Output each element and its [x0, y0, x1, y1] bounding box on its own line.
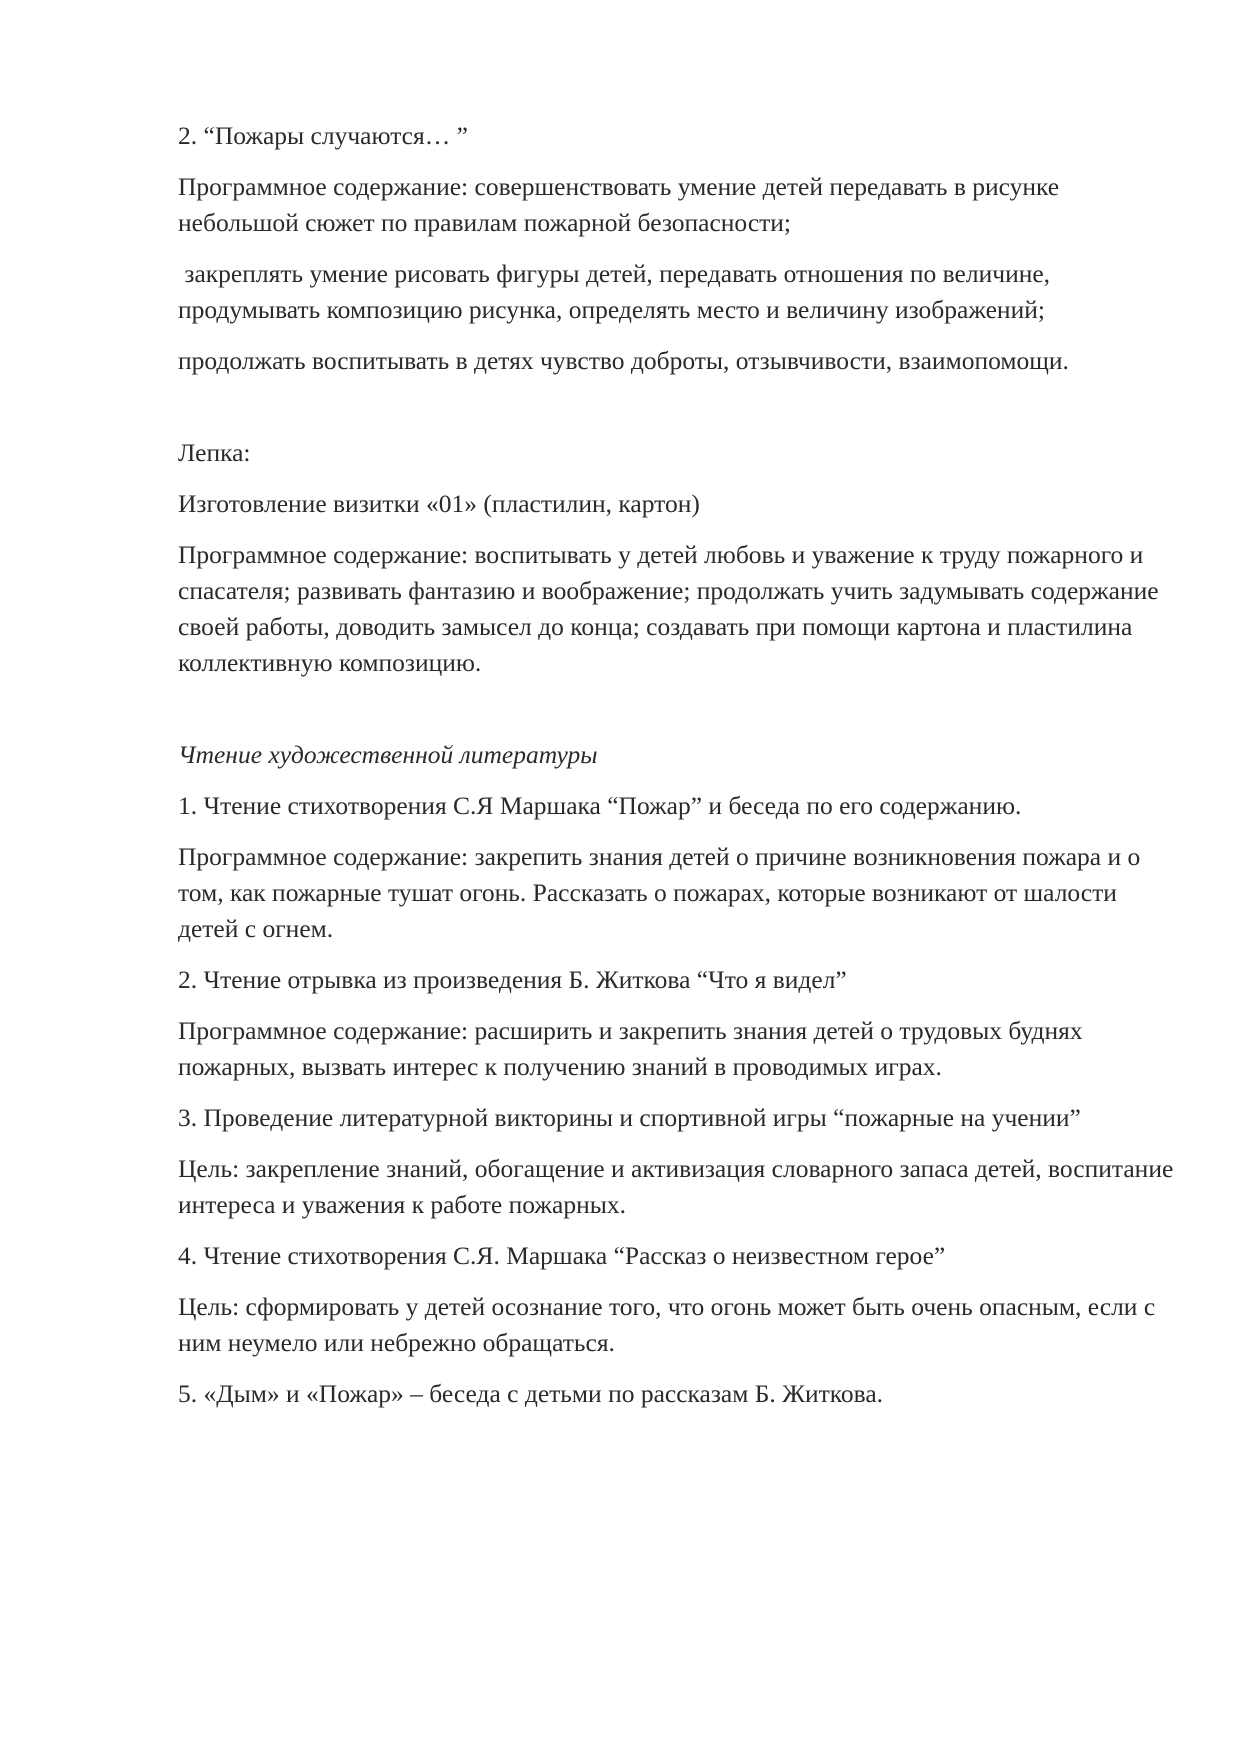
- program-content-paragraph: Программное содержание: расширить и закрепить знания детей о трудовых буднях пожарных, вызвать интерес к получению знаний в проводимых играх.: [178, 1016, 1090, 1081]
- modeling-topic: Изготовление визитки «01» (пластилин, картон): [178, 489, 700, 518]
- reading-item: 4. Чтение стихотворения С.Я. Маршака “Рассказ о неизвестном герое”: [178, 1241, 946, 1270]
- goal-paragraph: Цель: сформировать у детей осознание того, что огонь может быть очень опасным, если с ним неумело или небрежно обращаться.: [178, 1292, 1162, 1357]
- reading-item: 5. «Дым» и «Пожар» – беседа с детьми по рассказам Б. Житкова.: [178, 1379, 884, 1408]
- document-body: [178, 118, 1178, 1427]
- reading-item: 1. Чтение стихотворения С.Я Маршака “Пожар” и беседа по его содержанию.: [178, 791, 1022, 820]
- reading-item: 2. Чтение отрывка из произведения Б. Житкова “Что я видел”: [178, 965, 847, 994]
- drawing-topic-heading: 2. “Пожары случаются… ”: [178, 121, 468, 150]
- reading-section-heading: Чтение художественной литературы: [178, 740, 598, 769]
- program-content-paragraph: Программное содержание: воспитывать у детей любовь и уважение к труду пожарного и спасателя; развивать фантазию и воображение; продолжать учить задумывать содержание своей работы, доводить замысел до конца; создавать при помощи картона и пластилина коллективную композицию.: [178, 540, 1165, 677]
- program-content-paragraph: Программное содержание: закрепить знания детей о причине возникновения пожара и о том, как пожарные тушат огонь. Рассказать о пожарах, которые возникают от шалости детей с огнем.: [178, 842, 1147, 943]
- reading-item: 3. Проведение литературной викторины и спортивной игры “пожарные на учении”: [178, 1103, 1081, 1132]
- goal-paragraph: Цель: закрепление знаний, обогащение и активизация словарного запаса детей, воспитание интереса и уважения к работе пожарных.: [178, 1154, 1180, 1219]
- program-content-paragraph: Программное содержание: совершенствовать умение детей передавать в рисунке небольшой сюжет по правилам пожарной безопасности;: [178, 172, 1066, 237]
- modeling-section-heading: Лепка:: [178, 438, 251, 467]
- body-paragraph: закреплять умение рисовать фигуры детей, передавать отношения по величине, продумывать композицию рисунка, определять место и величину изображений;: [178, 259, 1057, 324]
- body-paragraph: продолжать воспитывать в детях чувство доброты, отзывчивости, взаимопомощи.: [178, 346, 1069, 375]
